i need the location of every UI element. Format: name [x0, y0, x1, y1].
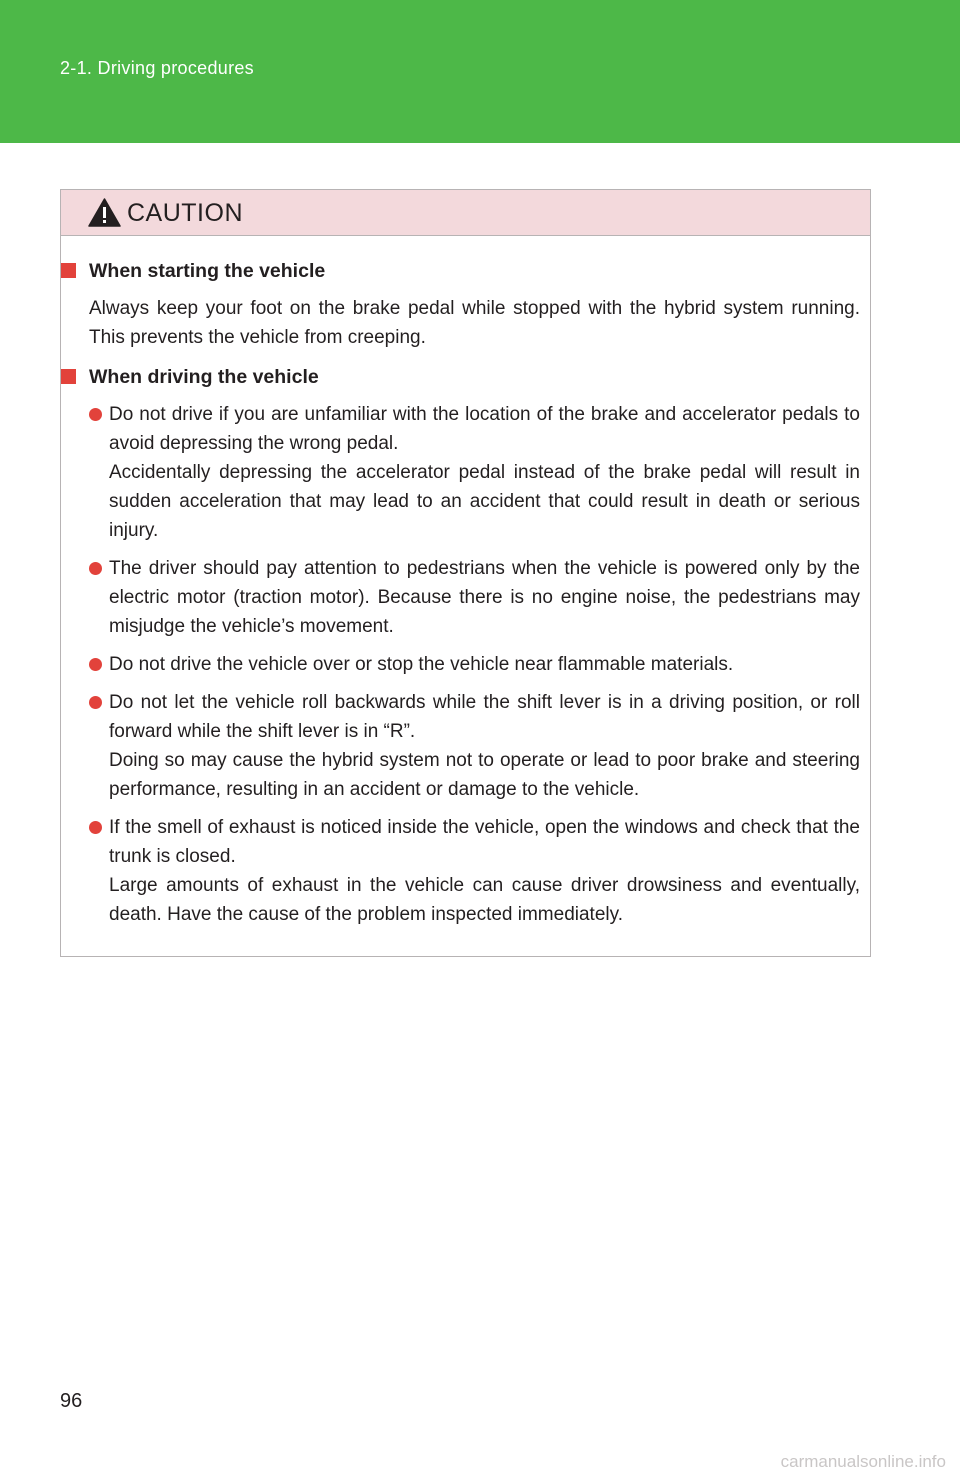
circle-bullet-icon [89, 408, 102, 421]
circle-bullet-icon [89, 821, 102, 834]
watermark: carmanualsonline.info [780, 1452, 946, 1471]
caution-body [61, 236, 870, 929]
circle-bullet-icon [89, 658, 102, 671]
bullet-item [89, 688, 860, 804]
bullet-text: The driver should pay attention to pedestrians when the vehicle is powered only by the electric motor (traction motor). Because there is no engine noise, the pedestrians may misjudge the vehicle’s movement. [109, 558, 860, 637]
section-heading: When driving the vehicle [61, 362, 860, 392]
circle-bullet-icon [89, 562, 102, 575]
square-bullet-icon [61, 263, 76, 278]
bullet-item [89, 650, 860, 679]
bullet-item [89, 400, 860, 545]
section-driving [89, 362, 860, 929]
square-bullet-icon [61, 369, 76, 384]
section-paragraph: Always keep your foot on the brake pedal while stopped with the hybrid system running. This prevents the vehicle from creeping. [89, 298, 860, 348]
bullet-item [89, 813, 860, 929]
bullet-text: If the smell of exhaust is noticed inside the vehicle, open the windows and check that the trunk is closed. [109, 817, 860, 867]
bullet-text: Do not drive if you are unfamiliar with the location of the brake and accelerator pedals to avoid depressing the wrong pedal. [109, 404, 860, 454]
caution-header [61, 190, 870, 236]
circle-bullet-icon [89, 696, 102, 709]
bullet-text: Doing so may cause the hybrid system not to operate or lead to poor brake and steering performance, resulting in an accident or damage to the vehicle. [109, 750, 860, 800]
warning-triangle-icon [88, 198, 121, 227]
bullet-text: Do not let the vehicle roll backwards while the shift lever is in a driving position, or roll forward while the shift lever is in “R”. [109, 692, 860, 742]
caution-label: CAUTION [127, 199, 243, 227]
header-band [0, 0, 960, 143]
section-starting [89, 256, 860, 352]
section-heading: When starting the vehicle [61, 256, 860, 286]
caution-box [60, 189, 871, 957]
bullet-text: Large amounts of exhaust in the vehicle can cause driver drowsiness and eventually, death. Have the cause of the problem inspected immediately. [109, 875, 860, 925]
bullet-text: Do not drive the vehicle over or stop the vehicle near flammable materials. [109, 654, 734, 675]
bullet-item [89, 554, 860, 641]
bullet-text: Accidentally depressing the accelerator pedal instead of the brake pedal will result in sudden acceleration that may lead to an accident that could result in death or serious injury. [109, 462, 860, 541]
section-title: 2-1. Driving procedures [60, 58, 254, 78]
page-number: 96 [60, 1390, 83, 1412]
